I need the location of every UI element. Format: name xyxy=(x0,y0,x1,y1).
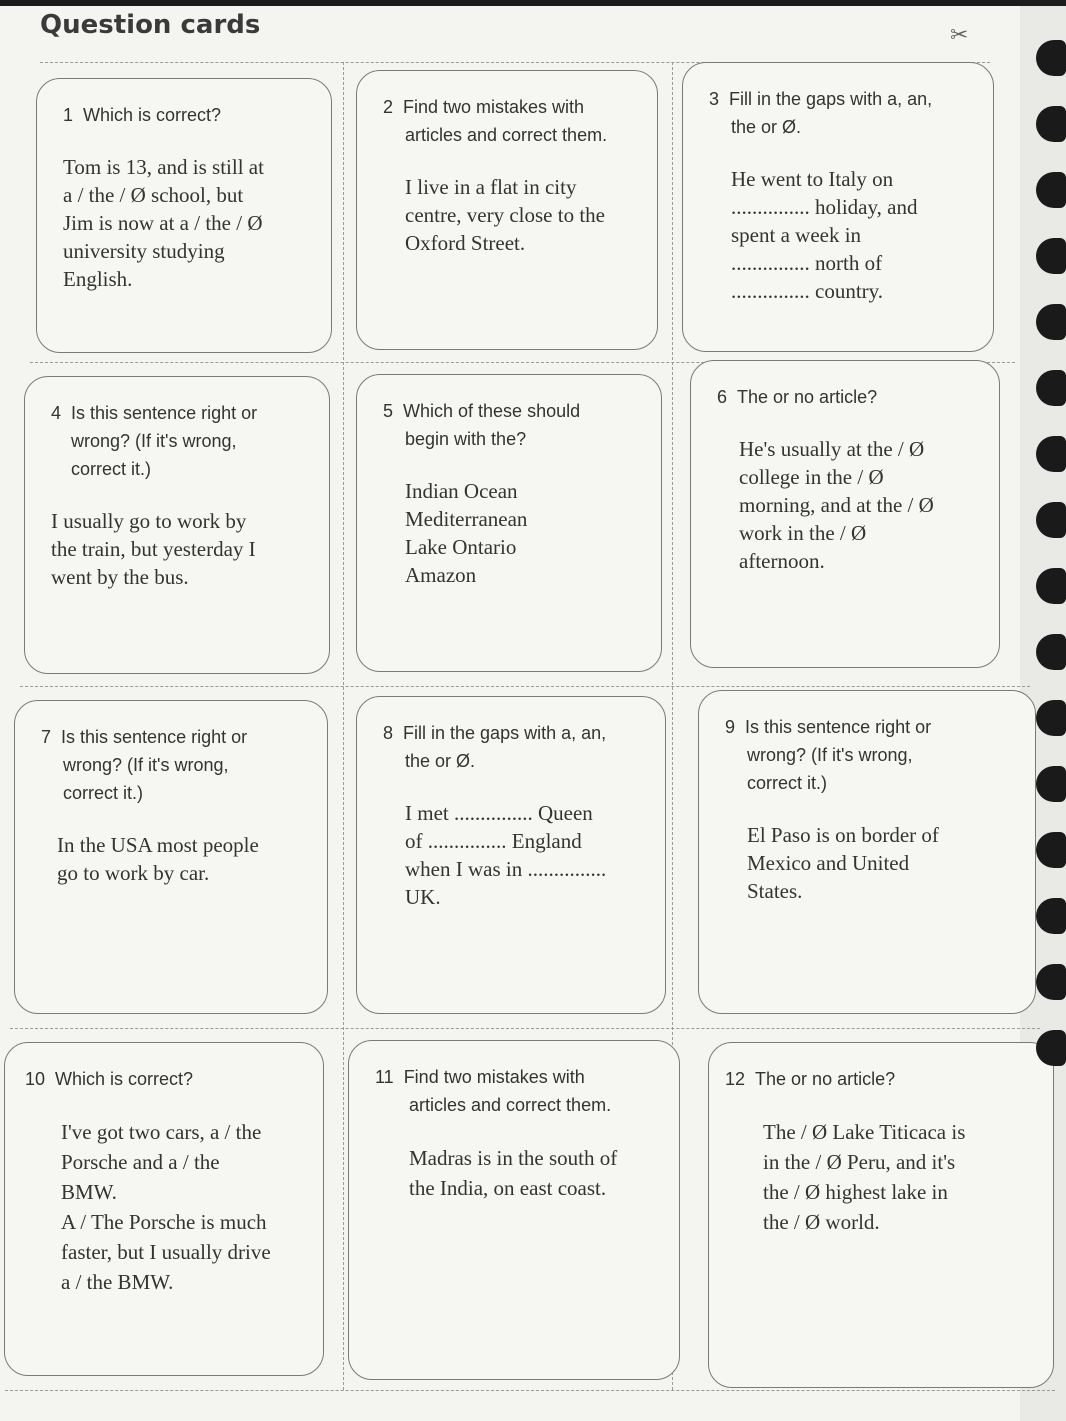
card-text: Tom is 13, and is still at a / the / Ø school, but Jim is now at a / the / Ø university studying English. xyxy=(63,155,264,291)
card-text: He went to Italy on ............... holiday, and spent a week in ............... north of ............... country. xyxy=(731,167,918,303)
question-card-9 xyxy=(698,690,1036,1014)
cut-line xyxy=(20,686,1030,687)
binding-ring-icon xyxy=(1036,700,1066,736)
binding-ring-icon xyxy=(1036,40,1066,76)
question-card-5 xyxy=(356,374,662,672)
binding-ring-icon xyxy=(1036,832,1066,868)
question-card-3 xyxy=(682,62,994,352)
card-instruction: 10 Which is correct? xyxy=(25,1069,194,1089)
binding-ring-icon xyxy=(1036,502,1066,538)
card-text: I met ............... Queen of ............... England when I was in ............... UK. xyxy=(405,801,607,909)
card-text: The / Ø Lake Titicaca is in the / Ø Peru, and it's the / Ø highest lake in the / Ø world. xyxy=(763,1120,966,1234)
binding-ring-icon xyxy=(1036,1030,1066,1066)
binding-ring-icon xyxy=(1036,106,1066,142)
card-instruction: 4 Is this sentence right or wrong? (If it's wrong, correct it.) xyxy=(51,403,258,479)
card-instruction: 5 Which of these should begin with the? xyxy=(383,401,581,449)
card-instruction: 12 The or no article? xyxy=(725,1069,896,1089)
card-instruction: 2 Find two mistakes with articles and correct them. xyxy=(383,97,608,145)
card-instruction: 1 Which is correct? xyxy=(63,105,222,125)
card-text: El Paso is on border of Mexico and United States. xyxy=(747,823,939,903)
scissors-icon: ✂ xyxy=(950,22,969,47)
question-card-8 xyxy=(356,696,666,1014)
card-text: I've got two cars, a / the Porsche and a / the BMW. A / The Porsche is much faster, but I usually drive a / the BMW. xyxy=(61,1120,271,1294)
binding-ring-icon xyxy=(1036,766,1066,802)
card-text: Madras is in the south of the India, on east coast. xyxy=(409,1146,618,1200)
cut-line xyxy=(343,62,344,1390)
binding-ring-icon xyxy=(1036,964,1066,1000)
question-card-1 xyxy=(36,78,332,353)
card-text: Indian Ocean Mediterranean Lake Ontario Amazon xyxy=(405,479,528,587)
page-title: Question cards xyxy=(40,10,261,40)
binding-ring-icon xyxy=(1036,436,1066,472)
card-instruction: 8 Fill in the gaps with a, an, the or Ø. xyxy=(383,723,607,771)
card-text: I live in a flat in city centre, very close to the Oxford Street. xyxy=(405,175,605,255)
question-card-6 xyxy=(690,360,1000,668)
binding-ring-icon xyxy=(1036,634,1066,670)
question-card-2 xyxy=(356,70,658,350)
question-card-4 xyxy=(24,376,330,674)
card-text: He's usually at the / Ø college in the / Ø morning, and at the / Ø work in the / Ø afternoon. xyxy=(739,437,934,573)
card-text: I usually go to work by the train, but yesterday I went by the bus. xyxy=(51,509,256,589)
card-instruction: 11 Find two mistakes with articles and correct them. xyxy=(375,1067,612,1115)
card-instruction: 3 Fill in the gaps with a, an, the or Ø. xyxy=(709,89,933,137)
binding-ring-icon xyxy=(1036,238,1066,274)
question-card-12 xyxy=(708,1042,1054,1388)
question-card-7 xyxy=(14,700,328,1014)
page-edge xyxy=(0,0,1066,6)
cut-line xyxy=(5,1390,1055,1391)
card-text: In the USA most people go to work by car. xyxy=(57,833,259,885)
cut-line xyxy=(10,1028,1040,1029)
card-instruction: 6 The or no article? xyxy=(717,387,878,407)
spiral-binding xyxy=(1028,40,1066,1420)
question-card-11 xyxy=(348,1040,680,1380)
question-card-10 xyxy=(4,1042,324,1376)
binding-ring-icon xyxy=(1036,304,1066,340)
binding-ring-icon xyxy=(1036,172,1066,208)
binding-ring-icon xyxy=(1036,370,1066,406)
binding-ring-icon xyxy=(1036,898,1066,934)
card-instruction: 9 Is this sentence right or wrong? (If it's wrong, correct it.) xyxy=(725,717,932,793)
card-instruction: 7 Is this sentence right or wrong? (If it's wrong, correct it.) xyxy=(41,727,248,803)
binding-ring-icon xyxy=(1036,568,1066,604)
